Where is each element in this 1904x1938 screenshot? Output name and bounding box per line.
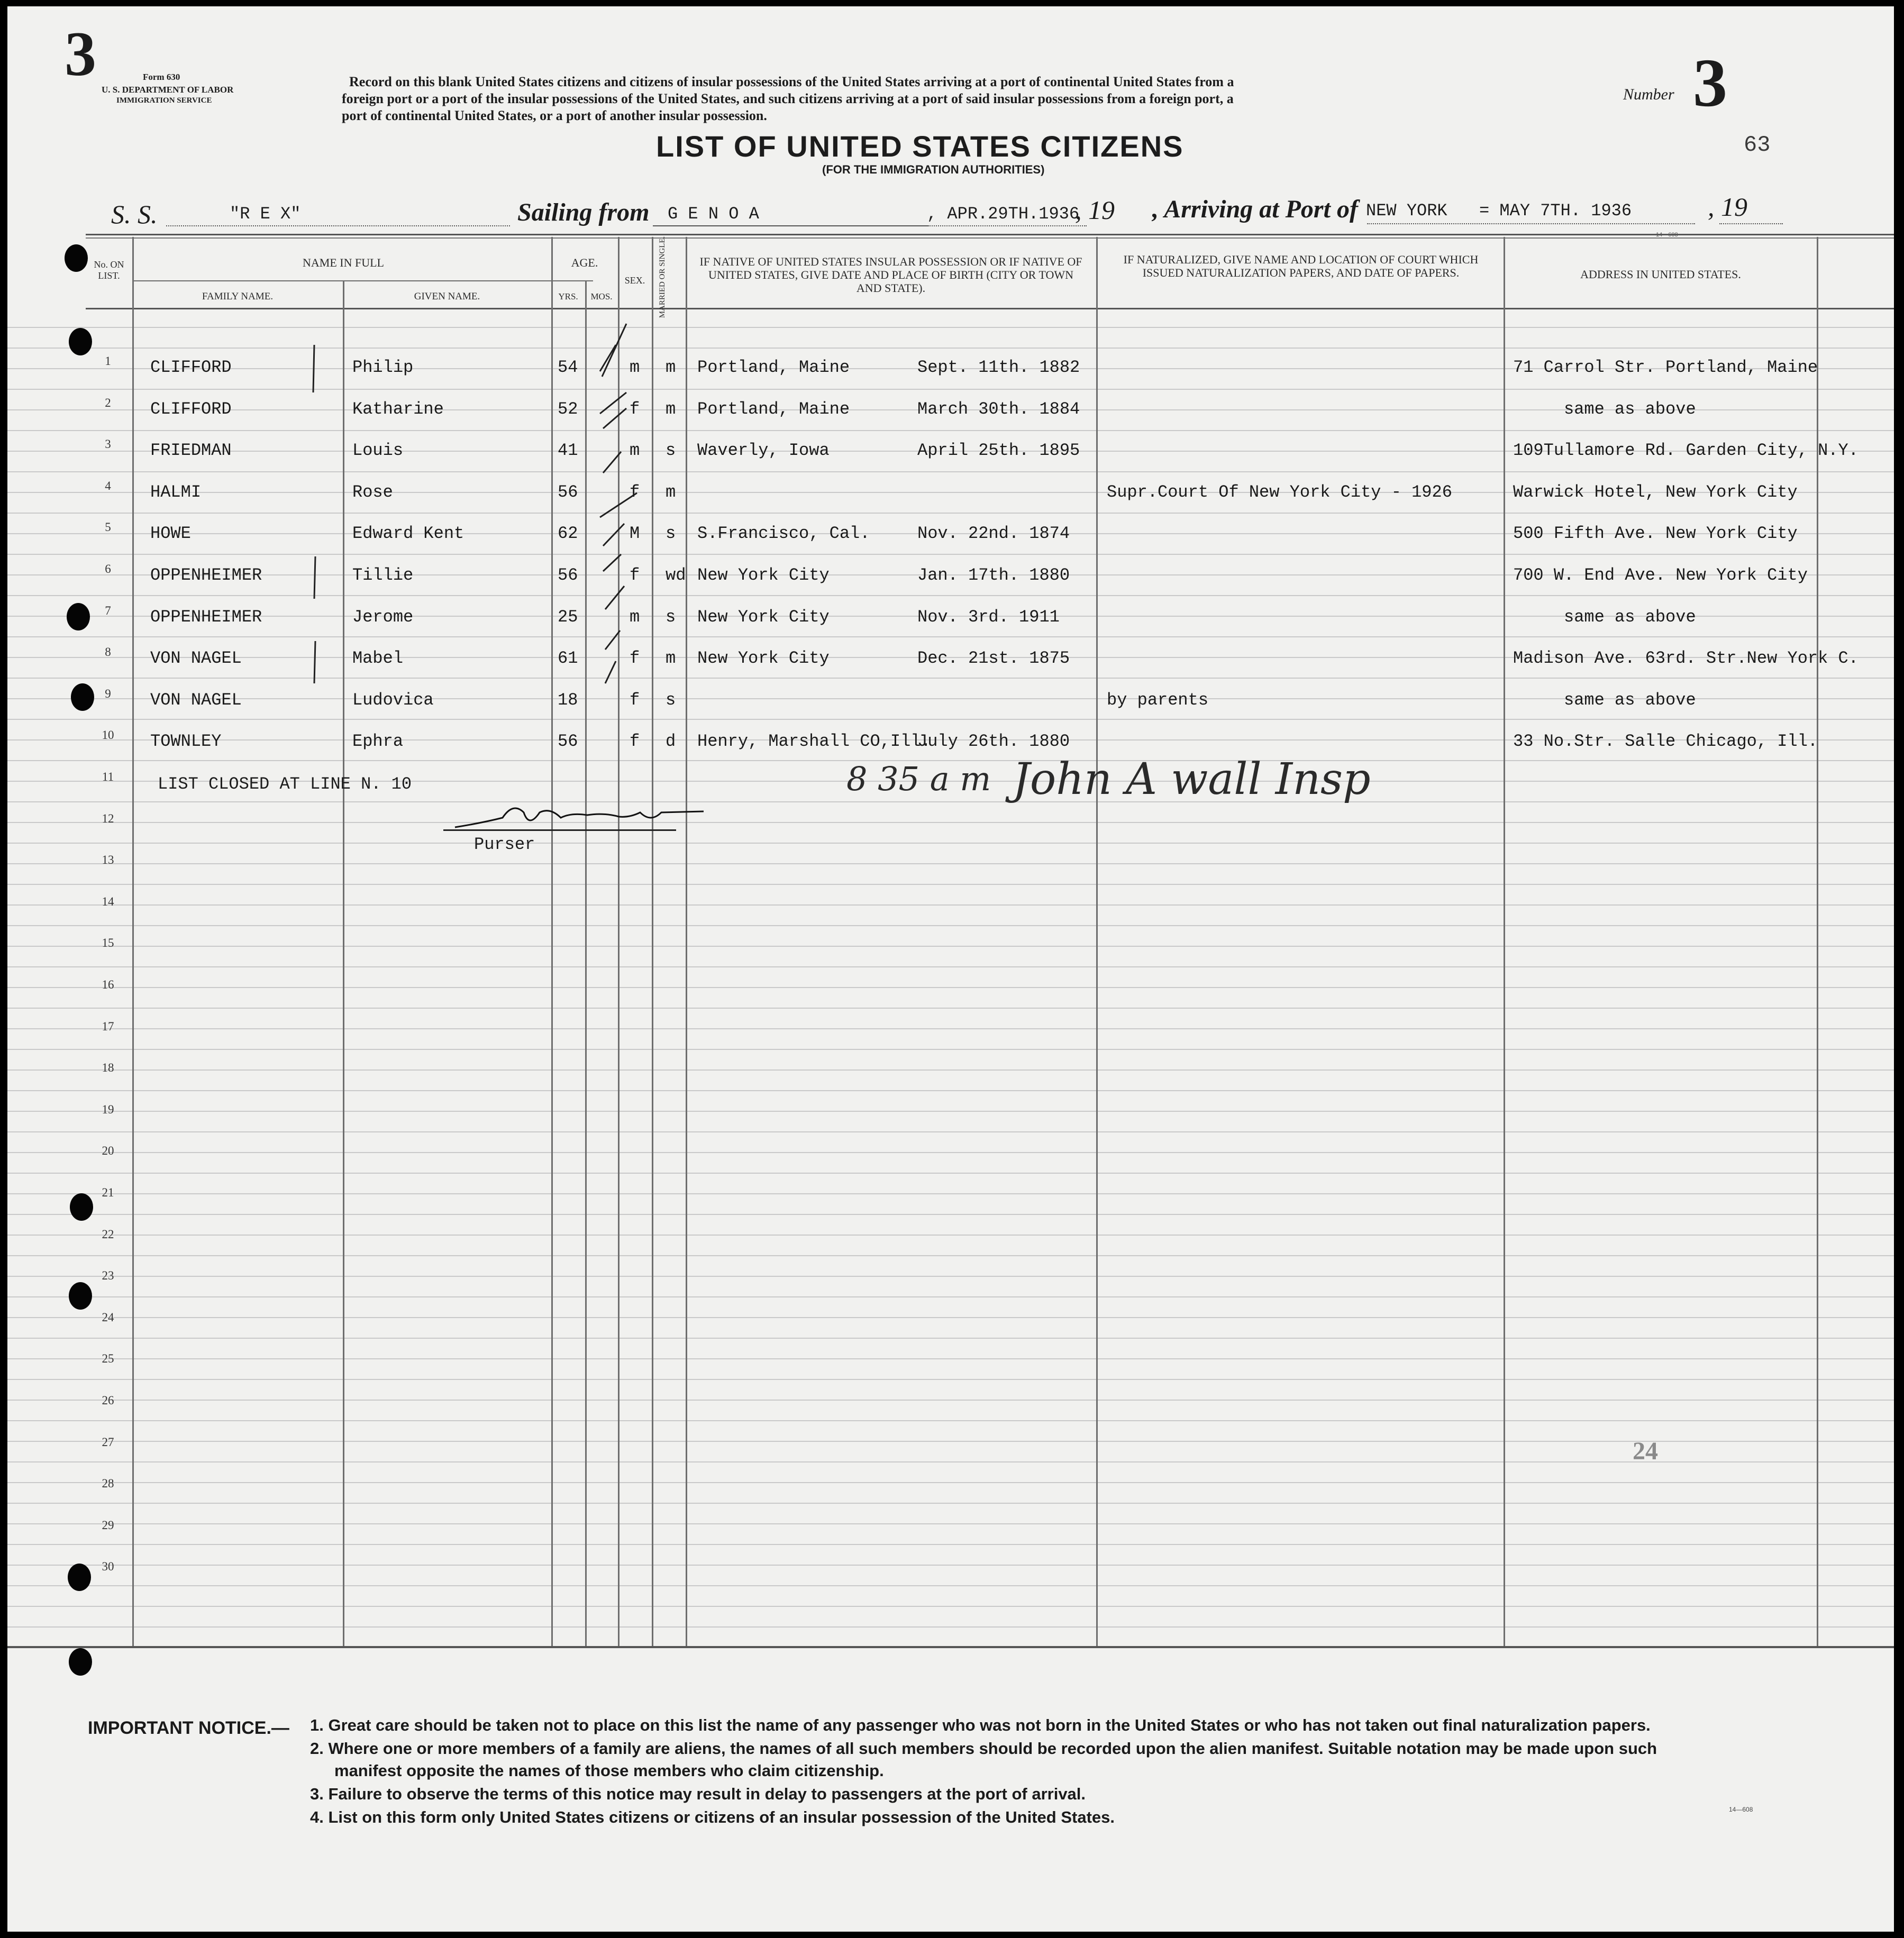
line-number: 21 xyxy=(102,1186,114,1199)
ruled-line xyxy=(7,327,1894,328)
age-cell: 52 xyxy=(558,399,578,419)
line-number: 14 xyxy=(102,895,114,908)
notice-form-code: 14—608 xyxy=(1729,1806,1753,1813)
ruled-line xyxy=(7,1028,1894,1029)
arriving-label: , Arriving at Port of xyxy=(1152,195,1358,223)
birth-date-cell: Nov. 3rd. 1911 xyxy=(917,607,1060,627)
line-number: 26 xyxy=(102,1394,114,1407)
ruled-line xyxy=(7,1400,1894,1401)
ruled-line xyxy=(7,1173,1894,1174)
header-yrs: YRS. xyxy=(558,291,578,301)
header-married: MARRIED OR SINGLE. xyxy=(658,236,667,318)
port-underline xyxy=(653,225,928,226)
address-cell: 33 No.Str. Salle Chicago, Ill. xyxy=(1513,732,1818,751)
address-cell: 700 W. End Ave. New York City xyxy=(1513,565,1808,585)
arrival-port: NEW YORK xyxy=(1366,201,1447,221)
given-name-cell: Rose xyxy=(352,482,393,502)
naturalized-cell: Supr.Court Of New York City - 1926 xyxy=(1107,482,1452,502)
given-name-cell: Louis xyxy=(352,441,404,460)
form-number: Form 630 xyxy=(143,72,180,82)
column-divider xyxy=(551,237,553,1646)
married-cell: s xyxy=(666,690,676,710)
ruled-line xyxy=(7,884,1894,885)
ruled-line xyxy=(7,1585,1894,1586)
ruled-line xyxy=(7,1296,1894,1297)
header-sex: SEX. xyxy=(624,275,645,286)
married-cell: m xyxy=(666,482,676,502)
birth-place-cell: New York City xyxy=(697,607,830,627)
given-name-cell: Tillie xyxy=(352,565,414,585)
address-cell: same as above xyxy=(1564,690,1696,710)
header-family-name: FAMILY NAME. xyxy=(202,291,274,302)
sex-cell: f xyxy=(630,399,640,419)
ruled-line xyxy=(7,1090,1894,1091)
arrival-date: = MAY 7TH. 1936 xyxy=(1479,201,1632,221)
instruction-line-2: foreign port or a port of the insular possessions of the United States, and such citizens arriving at a port of said insular possessions from a foreign port, a xyxy=(342,91,1234,106)
ruled-line xyxy=(7,1379,1894,1380)
ruled-line xyxy=(7,822,1894,823)
ruled-line xyxy=(7,1193,1894,1194)
address-cell: Warwick Hotel, New York City xyxy=(1513,482,1798,502)
birth-date-cell: Nov. 22nd. 1874 xyxy=(917,524,1070,543)
header-name-in-full: NAME IN FULL xyxy=(303,256,384,269)
ruled-line xyxy=(7,1255,1894,1256)
birth-date-cell: March 30th. 1884 xyxy=(917,399,1080,419)
given-name-cell: Katharine xyxy=(352,399,444,419)
given-name-cell: Mabel xyxy=(352,648,404,668)
married-cell: s xyxy=(666,441,676,460)
given-name-cell: Philip xyxy=(352,358,414,377)
line-number: 6 xyxy=(105,562,111,575)
ruled-line xyxy=(7,1482,1894,1483)
line-number: 28 xyxy=(102,1477,114,1490)
address-cell: same as above xyxy=(1564,399,1696,419)
line-number: 1 xyxy=(105,354,111,368)
age-cell: 25 xyxy=(558,607,578,627)
column-divider xyxy=(1096,237,1098,1646)
ruled-line xyxy=(7,843,1894,844)
sex-cell: f xyxy=(630,732,640,751)
family-brackets xyxy=(304,345,325,705)
ruled-line xyxy=(7,1338,1894,1339)
line-number: 11 xyxy=(102,770,114,783)
line-number: 10 xyxy=(102,728,114,742)
birth-place-cell: S.Francisco, Cal. xyxy=(697,524,870,543)
line-number: 30 xyxy=(102,1560,114,1573)
ruled-line xyxy=(7,430,1894,431)
given-name-cell: Ludovica xyxy=(352,690,434,710)
birth-date-cell: April 25th. 1895 xyxy=(917,441,1080,460)
line-number: 20 xyxy=(102,1144,114,1157)
number-label: Number xyxy=(1623,86,1674,103)
ruled-line xyxy=(7,925,1894,926)
family-name-cell: VON NAGEL xyxy=(150,648,242,668)
line-number: 13 xyxy=(102,853,114,866)
married-cell: wd xyxy=(666,565,686,585)
punch-hole xyxy=(69,1282,92,1310)
punch-hole xyxy=(69,328,92,355)
punch-hole xyxy=(65,244,88,272)
birth-place-cell: New York City xyxy=(697,648,830,668)
family-name-cell: VON NAGEL xyxy=(150,690,242,710)
ruled-line xyxy=(7,348,1894,349)
ruled-line xyxy=(7,1461,1894,1462)
ruled-line xyxy=(7,1111,1894,1112)
ruled-line xyxy=(7,719,1894,720)
ruled-line xyxy=(7,1235,1894,1236)
stamp-number: 24 xyxy=(1633,1437,1658,1465)
sex-cell: m xyxy=(630,607,640,627)
age-cell: 62 xyxy=(558,524,578,543)
table-top-border-2 xyxy=(86,237,1894,239)
ruled-line xyxy=(7,1069,1894,1071)
service: IMMIGRATION SERVICE xyxy=(116,96,212,105)
birth-date-cell: Jan. 17th. 1880 xyxy=(917,565,1070,585)
line-number: 29 xyxy=(102,1519,114,1532)
ruled-line xyxy=(7,966,1894,967)
given-name-cell: Jerome xyxy=(352,607,414,627)
notice-item-3: 3. Failure to observe the terms of this notice may result in delay to passengers at the port of arrival. xyxy=(310,1785,1086,1803)
notice-item-1: 1. Great care should be taken not to place on this list the name of any passenger who was not born in the United States or who has not taken out final naturalization papers. xyxy=(310,1716,1651,1734)
sex-cell: m xyxy=(630,358,640,377)
birth-date-cell: Dec. 21st. 1875 xyxy=(917,648,1070,668)
line-number: 19 xyxy=(102,1103,114,1116)
ship-underline xyxy=(166,225,510,226)
family-name-cell: TOWNLEY xyxy=(150,732,222,751)
line-number: 22 xyxy=(102,1228,114,1241)
age-cell: 56 xyxy=(558,565,578,585)
page-number: 63 xyxy=(1744,132,1771,158)
sailing-label: Sailing from xyxy=(517,198,650,226)
line-number: 15 xyxy=(102,936,114,949)
sex-cell: f xyxy=(630,648,640,668)
ruled-line xyxy=(7,1565,1894,1566)
family-name-cell: CLIFFORD xyxy=(150,399,232,419)
family-name-cell: CLIFFORD xyxy=(150,358,232,377)
purser-label: Purser xyxy=(474,835,535,854)
line-number: 2 xyxy=(105,396,111,409)
ruled-line xyxy=(7,987,1894,988)
family-name-cell: HALMI xyxy=(150,482,202,502)
address-cell: 109Tullamore Rd. Garden City, N.Y. xyxy=(1513,441,1859,460)
sex-cell: f xyxy=(630,690,640,710)
age-cell: 56 xyxy=(558,732,578,751)
line-number: 16 xyxy=(102,978,114,991)
line-number: 9 xyxy=(105,687,111,700)
line-number: 12 xyxy=(102,812,114,825)
birth-place-cell: Portland, Maine xyxy=(697,399,850,419)
table-bottom-border xyxy=(7,1646,1894,1648)
birth-date-cell: Sept. 11th. 1882 xyxy=(917,358,1080,377)
ruled-line xyxy=(7,636,1894,637)
line-number: 8 xyxy=(105,645,111,659)
birth-date-cell: July 26th. 1880 xyxy=(917,732,1070,751)
married-cell: m xyxy=(666,648,676,668)
ruled-line xyxy=(7,1544,1894,1545)
married-cell: m xyxy=(666,358,676,377)
address-cell: 500 Fifth Ave. New York City xyxy=(1513,524,1798,543)
family-name-cell: FRIEDMAN xyxy=(150,441,232,460)
purser-signature xyxy=(450,797,725,839)
age-cell: 56 xyxy=(558,482,578,502)
ruled-line xyxy=(7,801,1894,802)
sex-cell: m xyxy=(630,441,640,460)
line-number: 5 xyxy=(105,520,111,534)
ruled-line xyxy=(7,1503,1894,1504)
notice-heading: IMPORTANT NOTICE.— xyxy=(88,1718,289,1738)
sailing-date: , APR.29TH.1936 xyxy=(927,204,1080,224)
ship-name: "R E X" xyxy=(230,204,301,224)
line-number: 25 xyxy=(102,1352,114,1365)
column-divider xyxy=(686,237,687,1646)
address-cell: Madison Ave. 63rd. Str.New York C. xyxy=(1513,648,1859,668)
header-no-on-list: No. ON LIST. xyxy=(94,259,124,281)
notice-item-2: 2. Where one or more members of a family are aliens, the names of all such members should be recorded upon the alien manifest. Suitable notation may be made upon such xyxy=(310,1739,1657,1758)
address-cell: same as above xyxy=(1564,607,1696,627)
year-label-2: , 19 xyxy=(1708,192,1747,222)
sex-cell: f xyxy=(630,482,640,502)
family-name-cell: HOWE xyxy=(150,524,191,543)
ruled-line xyxy=(7,904,1894,906)
year-label-1: , 19 xyxy=(1075,195,1115,225)
ruled-line xyxy=(7,1626,1894,1628)
ruled-line xyxy=(7,1420,1894,1421)
header-naturalized: IF NATURALIZED, GIVE NAME AND LOCATION OF COURT WHICH ISSUED NATURALIZATION PAPERS, AND DATE OF PAPERS. xyxy=(1123,253,1479,279)
ruled-line xyxy=(7,1276,1894,1277)
line-number: 18 xyxy=(102,1061,114,1074)
married-cell: d xyxy=(666,732,676,751)
given-name-cell: Ephra xyxy=(352,732,404,751)
birth-place-cell: Henry, Marshall CO,Ill. xyxy=(697,732,931,751)
notice-item-4: 4. List on this form only United States citizens or citizens of an insular possession of the United States. xyxy=(310,1808,1115,1826)
age-cell: 61 xyxy=(558,648,578,668)
table-top-border xyxy=(86,234,1894,235)
inspector-signature: John A wall Insp xyxy=(1013,754,1371,805)
ruled-line xyxy=(7,1152,1894,1153)
address-cell: 71 Carrol Str. Portland, Maine xyxy=(1513,358,1818,377)
purser-line xyxy=(443,829,676,831)
ruled-line xyxy=(7,1606,1894,1607)
given-name-cell: Edward Kent xyxy=(352,524,464,543)
ruled-line xyxy=(7,1049,1894,1050)
ruled-line xyxy=(7,1008,1894,1009)
page-title: LIST OF UNITED STATES CITIZENS xyxy=(656,130,1184,163)
line-number: 27 xyxy=(102,1436,114,1449)
line-number: 3 xyxy=(105,437,111,451)
header-address: ADDRESS IN UNITED STATES. xyxy=(1580,268,1741,281)
check-marks xyxy=(584,313,663,768)
ruled-line xyxy=(7,513,1894,514)
header-age: AGE. xyxy=(571,256,598,269)
line-number: 23 xyxy=(102,1269,114,1282)
sex-cell: M xyxy=(630,524,640,543)
punch-hole xyxy=(69,1648,92,1676)
ruled-line xyxy=(7,1131,1894,1132)
family-name-cell: OPPENHEIMER xyxy=(150,607,262,627)
birth-place-cell: Waverly, Iowa xyxy=(697,441,830,460)
list-closed-note: LIST CLOSED AT LINE N. 10 xyxy=(158,774,412,794)
column-divider xyxy=(1504,237,1505,1646)
age-cell: 54 xyxy=(558,358,578,377)
ruled-line xyxy=(7,471,1894,472)
birth-place-cell: Portland, Maine xyxy=(697,358,850,377)
ruled-line xyxy=(7,1214,1894,1215)
married-cell: s xyxy=(666,607,676,627)
family-name-cell: OPPENHEIMER xyxy=(150,565,262,585)
instruction-line-1: Record on this blank United States citizens and citizens of insular possessions of the United States arriving at a port of continental United States from a xyxy=(349,74,1234,89)
line-number: 17 xyxy=(102,1020,114,1033)
arrival-time-note: 8 35 a m xyxy=(846,760,991,798)
instruction-line-3: port of continental United States, or a port of another insular possession. xyxy=(342,108,767,123)
department: U. S. DEPARTMENT OF LABOR xyxy=(102,85,234,95)
line-number: 4 xyxy=(105,479,111,492)
line-number: 24 xyxy=(102,1311,114,1324)
header-given-name: GIVEN NAME. xyxy=(414,291,480,302)
sailing-port: G E N O A xyxy=(668,204,759,224)
ruled-line xyxy=(7,1523,1894,1524)
sex-cell: f xyxy=(630,565,640,585)
ruled-line xyxy=(7,863,1894,864)
age-cell: 41 xyxy=(558,441,578,460)
ruled-line xyxy=(7,1441,1894,1442)
ss-label: S. S. xyxy=(111,199,158,229)
date-underline xyxy=(928,225,1087,226)
year2-underline xyxy=(1719,223,1783,224)
name-subheader-rule xyxy=(132,280,593,281)
ruled-line xyxy=(7,554,1894,555)
number-value: 3 xyxy=(1693,45,1727,121)
column-divider xyxy=(132,237,134,1646)
page-subtitle: (FOR THE IMMIGRATION AUTHORITIES) xyxy=(822,163,1045,176)
age-cell: 18 xyxy=(558,690,578,710)
married-cell: m xyxy=(666,399,676,419)
birth-place-cell: New York City xyxy=(697,565,830,585)
ruled-line xyxy=(7,1358,1894,1359)
notice-item-2-cont: manifest opposite the names of those members who claim citizenship. xyxy=(334,1761,884,1780)
arrival-underline xyxy=(1367,223,1695,224)
header-birth: IF NATIVE OF UNITED STATES INSULAR POSSESSION OR IF NATIVE OF UNITED STATES, GIVE DATE AND PLACE OF BIRTH (CITY OR TOWN AND STATE). xyxy=(699,255,1082,295)
line-number: 7 xyxy=(105,604,111,617)
ruled-line xyxy=(7,678,1894,679)
married-cell: s xyxy=(666,524,676,543)
ruled-line xyxy=(7,1317,1894,1318)
column-divider xyxy=(343,280,344,1646)
ruled-line xyxy=(7,946,1894,947)
header-mos: MOS. xyxy=(590,291,613,301)
ruled-line xyxy=(7,389,1894,390)
header-bottom-border xyxy=(86,308,1894,309)
ruled-line xyxy=(7,595,1894,596)
naturalized-cell: by parents xyxy=(1107,690,1209,710)
manifest-sheet xyxy=(7,6,1894,1932)
sheet-number: 3 xyxy=(65,19,96,89)
